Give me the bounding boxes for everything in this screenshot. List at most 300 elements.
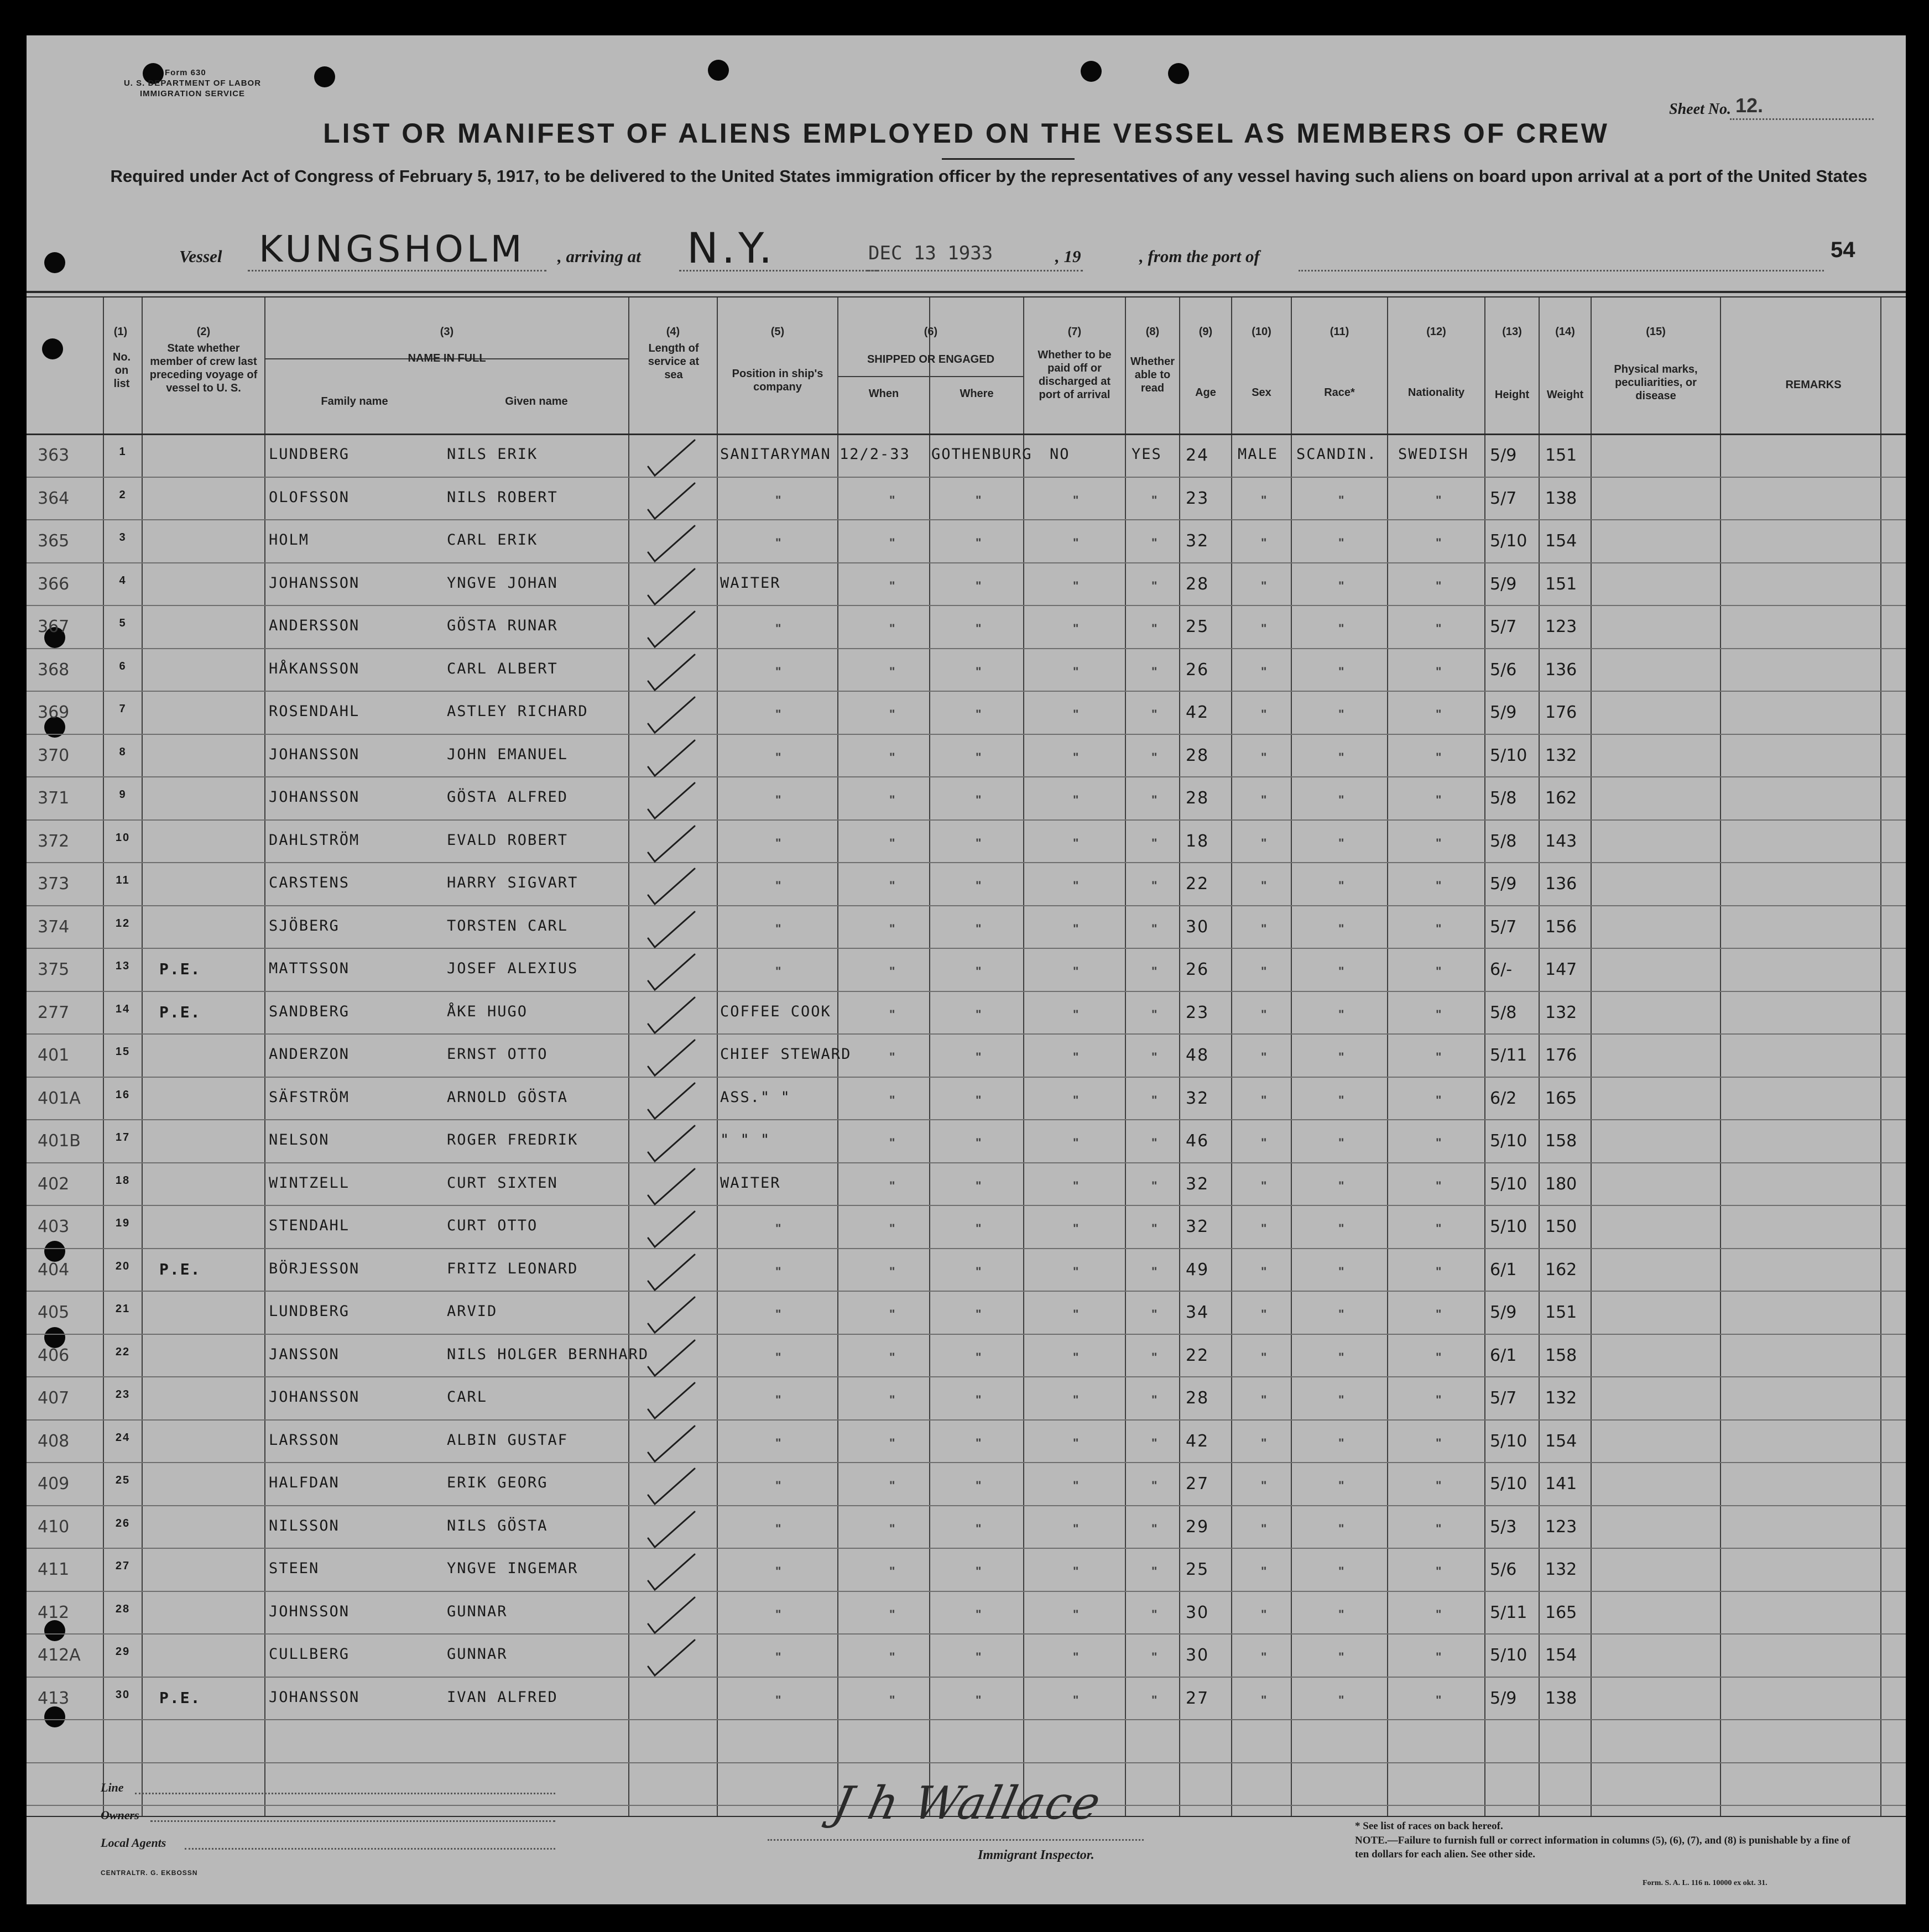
sex: " xyxy=(1261,1221,1267,1235)
paid-off: " xyxy=(1073,1007,1079,1021)
form-code: Form. S. A. L. 116 n. 10000 ex okt. 31. xyxy=(1643,1879,1768,1887)
remarks-header: REMARKS xyxy=(1785,379,1842,391)
row-rule xyxy=(27,1334,1906,1335)
able-to-read: " xyxy=(1151,1693,1158,1707)
arrival-date-stamp: DEC 13 1933 xyxy=(868,242,993,264)
punch-hole xyxy=(1081,61,1102,82)
paid-off: NO xyxy=(1050,446,1070,463)
height: 5/10 xyxy=(1490,1431,1527,1451)
sex: " xyxy=(1261,578,1267,593)
row-id: 407 xyxy=(38,1388,70,1408)
list-number: 10 xyxy=(115,831,131,844)
row-rule xyxy=(27,477,1906,478)
position: " xyxy=(775,664,781,678)
paid-off: " xyxy=(1073,793,1079,807)
row-rule xyxy=(27,1462,1906,1463)
given-name: TORSTEN CARL xyxy=(447,917,569,934)
given-name: YNGVE JOHAN xyxy=(447,574,558,592)
weight: 132 xyxy=(1545,745,1577,765)
shipped-where: " xyxy=(976,1479,982,1492)
able-to-read: " xyxy=(1151,1093,1158,1107)
family-name: CULLBERG xyxy=(269,1646,350,1663)
check-mark-icon xyxy=(646,780,698,824)
check-mark-icon xyxy=(646,566,698,610)
shipped-when: " xyxy=(889,493,895,507)
height: 5/7 xyxy=(1490,1388,1517,1408)
row-rule xyxy=(27,519,1906,520)
previous-voyage: P.E. xyxy=(159,1260,201,1278)
nationality: " xyxy=(1436,793,1442,807)
able-to-read: " xyxy=(1151,578,1158,593)
row-rule xyxy=(27,605,1906,606)
row-rule xyxy=(27,819,1906,821)
height: 6/- xyxy=(1490,960,1513,979)
position: " xyxy=(775,879,781,892)
age: 27 xyxy=(1186,1688,1209,1708)
row-id: 368 xyxy=(38,660,70,680)
shipped-when: " xyxy=(889,1479,895,1492)
race: " xyxy=(1338,1307,1344,1321)
nationality: " xyxy=(1436,1435,1442,1450)
nationality: " xyxy=(1436,707,1442,721)
row-id: 370 xyxy=(38,745,70,765)
col3-num: (3) xyxy=(440,326,454,338)
given-name: GÖSTA ALFRED xyxy=(447,789,569,806)
height: 5/3 xyxy=(1490,1517,1517,1537)
check-mark-icon xyxy=(646,480,698,524)
arrival-port: N.Y. xyxy=(687,223,776,273)
able-to-read: " xyxy=(1151,1050,1158,1064)
weight: 141 xyxy=(1545,1474,1577,1494)
shipped-when: " xyxy=(889,622,895,635)
list-number: 30 xyxy=(115,1688,131,1701)
height: 5/8 xyxy=(1490,831,1517,851)
able-to-read: " xyxy=(1151,622,1158,635)
row-id: 401 xyxy=(38,1046,70,1065)
column-rule xyxy=(628,297,629,1816)
shipped-when: " xyxy=(889,1221,895,1235)
list-number: 24 xyxy=(115,1431,131,1444)
sex: " xyxy=(1261,1178,1267,1193)
race: " xyxy=(1338,1178,1344,1193)
given-name: ASTLEY RICHARD xyxy=(447,703,588,720)
previous-voyage: P.E. xyxy=(159,960,201,978)
row-id: 372 xyxy=(38,831,70,851)
header-sub-rule xyxy=(838,376,1023,377)
race: " xyxy=(1338,622,1344,635)
list-number: 18 xyxy=(115,1174,131,1187)
able-to-read: " xyxy=(1151,1221,1158,1235)
able-to-read: " xyxy=(1151,1479,1158,1492)
able-to-read: " xyxy=(1151,1564,1158,1578)
list-number: 27 xyxy=(115,1560,131,1572)
col4-header: Length of service at sea xyxy=(648,342,700,381)
paid-off: " xyxy=(1073,1564,1079,1578)
punch-hole xyxy=(1168,63,1189,84)
check-mark-icon xyxy=(646,651,698,696)
weight: 176 xyxy=(1545,703,1577,722)
paid-off: " xyxy=(1073,1650,1079,1664)
punch-hole xyxy=(44,252,65,273)
list-number: 11 xyxy=(116,874,130,886)
position: " xyxy=(775,1693,781,1707)
nationality: " xyxy=(1436,1093,1442,1107)
shipped-when: " xyxy=(889,836,895,850)
line-field xyxy=(135,1793,555,1794)
height: 5/9 xyxy=(1490,574,1517,594)
shipped-where: " xyxy=(976,1521,982,1536)
physical-marks-header: Physical marks, peculiarities, or disease xyxy=(1614,363,1698,402)
height: 5/10 xyxy=(1490,1217,1527,1236)
list-number: 6 xyxy=(119,660,127,672)
check-mark-icon xyxy=(646,951,698,995)
weight: 154 xyxy=(1545,531,1577,551)
age: 28 xyxy=(1186,1388,1209,1408)
weight: 123 xyxy=(1545,617,1577,636)
age: 42 xyxy=(1186,703,1209,722)
shipped-when: 12/2-33 xyxy=(840,446,910,463)
list-number: 21 xyxy=(115,1303,131,1315)
shipped-when: " xyxy=(889,879,895,892)
race: " xyxy=(1338,664,1344,678)
position: " xyxy=(775,536,781,550)
column-rule xyxy=(717,297,718,1816)
column-rule xyxy=(1023,297,1024,1816)
paid-off: " xyxy=(1073,1479,1079,1492)
weight: 136 xyxy=(1545,874,1577,894)
height: 5/10 xyxy=(1490,531,1527,551)
weight: 158 xyxy=(1545,1345,1577,1365)
list-number: 22 xyxy=(115,1345,131,1358)
col2-header: State whether member of crew last preceding voyage of vessel to U. S. xyxy=(149,342,258,394)
shipped-when: " xyxy=(889,1136,895,1150)
family-name: NELSON xyxy=(269,1131,330,1148)
race-header: Race* xyxy=(1324,387,1355,399)
check-mark-icon xyxy=(646,1080,698,1124)
family-name: BÖRJESSON xyxy=(269,1260,360,1277)
year-label: , 19 xyxy=(1055,247,1081,266)
paid-off: " xyxy=(1073,622,1079,635)
check-mark-icon xyxy=(646,1551,698,1595)
paid-off: " xyxy=(1073,750,1079,764)
weight: 151 xyxy=(1545,574,1577,594)
row-rule xyxy=(27,1505,1906,1506)
height: 5/9 xyxy=(1490,1303,1517,1322)
height: 6/2 xyxy=(1490,1088,1517,1108)
weight: 151 xyxy=(1545,446,1577,465)
age: 32 xyxy=(1186,1174,1209,1194)
row-id: 363 xyxy=(38,446,70,465)
sex: " xyxy=(1261,879,1267,892)
given-name: CARL ERIK xyxy=(447,531,538,549)
family-name: LUNDBERG xyxy=(269,1303,350,1320)
shipped-when: " xyxy=(889,1350,895,1364)
form-number: Form 630 xyxy=(165,68,206,77)
given-name-header: Given name xyxy=(505,395,568,408)
inspector-label: Immigrant Inspector. xyxy=(978,1848,1094,1862)
shipped-where: " xyxy=(976,921,982,936)
row-rule xyxy=(27,1205,1906,1206)
inspector-signature: J h Wallace xyxy=(828,1777,1106,1830)
check-mark-icon xyxy=(646,608,698,652)
age: 26 xyxy=(1186,660,1209,680)
position: " xyxy=(775,964,781,978)
sex: " xyxy=(1261,1564,1267,1578)
column-rule xyxy=(1484,297,1485,1816)
able-to-read: " xyxy=(1151,879,1158,892)
sex: " xyxy=(1261,836,1267,850)
row-id: 401B xyxy=(38,1131,81,1151)
weight: 162 xyxy=(1545,1260,1577,1280)
able-to-read: " xyxy=(1151,1521,1158,1536)
weight: 147 xyxy=(1545,960,1577,979)
position: " xyxy=(775,836,781,850)
height-header: Height xyxy=(1494,389,1530,401)
printer-imprint: CENTRALTR. G. EKBOSSN xyxy=(101,1869,198,1877)
able-to-read: " xyxy=(1151,836,1158,850)
list-number: 2 xyxy=(119,488,127,501)
nationality: " xyxy=(1436,1607,1442,1621)
row-id: 408 xyxy=(38,1431,70,1451)
race: " xyxy=(1338,1521,1344,1536)
paid-off: " xyxy=(1073,1221,1079,1235)
paid-off: " xyxy=(1073,836,1079,850)
position: " xyxy=(775,1564,781,1578)
weight: 154 xyxy=(1545,1646,1577,1665)
row-id: 369 xyxy=(38,703,70,722)
shipped-where: " xyxy=(976,1007,982,1021)
column-rule xyxy=(1387,297,1388,1816)
row-id: 410 xyxy=(38,1517,70,1537)
given-name: CARL ALBERT xyxy=(447,660,558,677)
age: 28 xyxy=(1186,745,1209,765)
weight: 162 xyxy=(1545,789,1577,808)
age: 22 xyxy=(1186,1345,1209,1365)
shipped-when: " xyxy=(889,707,895,721)
shipped-when: " xyxy=(889,793,895,807)
row-rule xyxy=(27,1719,1906,1720)
paid-off: " xyxy=(1073,536,1079,550)
row-id: 367 xyxy=(38,617,70,636)
col5-header: Position in ship's company xyxy=(732,368,823,393)
nationality: " xyxy=(1436,1136,1442,1150)
family-name: STEEN xyxy=(269,1560,320,1577)
position: " xyxy=(775,1521,781,1536)
arriving-label: , arriving at xyxy=(557,247,641,266)
position: " xyxy=(775,793,781,807)
age: 24 xyxy=(1186,446,1209,465)
position: " xyxy=(775,1221,781,1235)
row-rule xyxy=(27,991,1906,992)
punch-hole xyxy=(44,1706,65,1727)
race: " xyxy=(1338,1136,1344,1150)
table-top-rule xyxy=(27,291,1906,293)
sheet-number-label: Sheet No. xyxy=(1669,101,1731,118)
nationality: " xyxy=(1436,964,1442,978)
list-number: 29 xyxy=(115,1646,131,1658)
height: 5/9 xyxy=(1490,1688,1517,1708)
sex: " xyxy=(1261,1521,1267,1536)
family-name: LARSSON xyxy=(269,1431,340,1449)
weight: 165 xyxy=(1545,1088,1577,1108)
row-rule xyxy=(27,1419,1906,1421)
nationality: " xyxy=(1436,1350,1442,1364)
given-name: YNGVE INGEMAR xyxy=(447,1560,578,1577)
sex: " xyxy=(1261,1693,1267,1707)
nationality-header: Nationality xyxy=(1407,387,1465,399)
check-mark-icon xyxy=(646,823,698,867)
race-note: * See list of races on back hereof. xyxy=(1355,1820,1503,1832)
col7-header: Whether to be paid off or discharged at port of arrival xyxy=(1038,349,1112,401)
age: 18 xyxy=(1186,831,1209,851)
race: " xyxy=(1338,536,1344,550)
race: " xyxy=(1338,750,1344,764)
shipped-when: " xyxy=(889,1093,895,1107)
family-name: CARSTENS xyxy=(269,874,350,891)
shipped-when: " xyxy=(889,1435,895,1450)
local-agents-label: Local Agents xyxy=(101,1836,166,1850)
row-rule xyxy=(27,691,1906,692)
sex-header: Sex xyxy=(1252,387,1271,399)
shipped-where: " xyxy=(976,707,982,721)
check-mark-icon xyxy=(646,994,698,1038)
sex: " xyxy=(1261,493,1267,507)
column-rule xyxy=(1125,297,1126,1816)
shipped-where: " xyxy=(976,536,982,550)
title-underline xyxy=(942,158,1075,160)
age: 28 xyxy=(1186,574,1209,594)
age: 25 xyxy=(1186,1560,1209,1579)
col8-num: (8) xyxy=(1145,326,1160,338)
sex: " xyxy=(1261,1093,1267,1107)
shipped-where: " xyxy=(976,1607,982,1621)
age: 32 xyxy=(1186,531,1209,551)
shipped-where: " xyxy=(976,493,982,507)
family-name: ANDERZON xyxy=(269,1046,350,1063)
height: 5/7 xyxy=(1490,617,1517,636)
check-mark-icon xyxy=(646,908,698,953)
position: CHIEF STEWARD xyxy=(720,1046,852,1063)
shipped-where-header: Where xyxy=(960,388,994,400)
page-number: 54 xyxy=(1831,238,1855,262)
col14-num: (14) xyxy=(1555,326,1575,338)
weight-header: Weight xyxy=(1546,389,1584,401)
age: 27 xyxy=(1186,1474,1209,1494)
able-to-read: " xyxy=(1151,1607,1158,1621)
paid-off: " xyxy=(1073,1393,1079,1407)
nationality: " xyxy=(1436,836,1442,850)
punch-hole xyxy=(42,338,63,359)
col9-num: (9) xyxy=(1198,326,1213,338)
position: " xyxy=(775,1393,781,1407)
position: ASS." " xyxy=(720,1088,791,1106)
height: 5/7 xyxy=(1490,488,1517,508)
age: 49 xyxy=(1186,1260,1209,1280)
family-name: JANSSON xyxy=(269,1345,340,1363)
shipped-where: " xyxy=(976,622,982,635)
service-name: IMMIGRATION SERVICE xyxy=(139,89,246,98)
nationality: " xyxy=(1436,536,1442,550)
race: " xyxy=(1338,1693,1344,1707)
able-to-read: " xyxy=(1151,1007,1158,1021)
check-mark-icon xyxy=(646,1294,698,1338)
list-number: 17 xyxy=(115,1131,131,1143)
able-to-read: " xyxy=(1151,493,1158,507)
able-to-read: " xyxy=(1151,664,1158,678)
row-id: 375 xyxy=(38,960,70,979)
family-name: DAHLSTRÖM xyxy=(269,831,360,849)
able-to-read: YES xyxy=(1132,446,1162,463)
given-name: JOHN EMANUEL xyxy=(447,745,569,763)
family-name: HÅKANSSON xyxy=(269,660,360,677)
age: 42 xyxy=(1186,1431,1209,1451)
race: " xyxy=(1338,1050,1344,1064)
given-name: ALBIN GUSTAF xyxy=(447,1431,569,1449)
vessel-name: KUNGSHOLM xyxy=(259,228,525,270)
position: WAITER xyxy=(720,1174,781,1192)
height: 6/1 xyxy=(1490,1345,1517,1365)
row-rule xyxy=(27,776,1906,777)
paid-off: " xyxy=(1073,707,1079,721)
list-number: 25 xyxy=(115,1474,131,1486)
age: 32 xyxy=(1186,1088,1209,1108)
sex: " xyxy=(1261,793,1267,807)
shipped-when: " xyxy=(889,1650,895,1664)
row-rule xyxy=(27,1077,1906,1078)
height: 5/10 xyxy=(1490,1646,1527,1665)
row-id: 404 xyxy=(38,1260,70,1280)
shipped-where: " xyxy=(976,1435,982,1450)
race: " xyxy=(1338,1435,1344,1450)
height: 5/11 xyxy=(1490,1602,1527,1622)
table-top-rule-2 xyxy=(27,296,1906,297)
sheet-number-value: 12. xyxy=(1735,94,1764,117)
shipped-when: " xyxy=(889,1178,895,1193)
shipped-where: " xyxy=(976,793,982,807)
family-name: JOHANSSON xyxy=(269,1388,360,1406)
row-id: 411 xyxy=(38,1560,70,1579)
age: 30 xyxy=(1186,1602,1209,1622)
check-mark-icon xyxy=(646,694,698,738)
shipped-where: " xyxy=(976,1393,982,1407)
given-name: ARVID xyxy=(447,1303,498,1320)
nationality: " xyxy=(1436,1007,1442,1021)
list-number: 23 xyxy=(115,1388,131,1401)
family-name: JOHNSSON xyxy=(269,1602,350,1620)
family-name: STENDAHL xyxy=(269,1217,350,1234)
weight: 138 xyxy=(1545,488,1577,508)
position: " " " xyxy=(720,1131,771,1148)
paid-off: " xyxy=(1073,1307,1079,1321)
sex: " xyxy=(1261,1393,1267,1407)
paid-off: " xyxy=(1073,1264,1079,1278)
position: COFFEE COOK xyxy=(720,1002,831,1020)
paid-off: " xyxy=(1073,879,1079,892)
check-mark-icon xyxy=(646,1508,698,1553)
sex: " xyxy=(1261,1264,1267,1278)
row-rule xyxy=(27,1762,1906,1763)
sex: " xyxy=(1261,1607,1267,1621)
vessel-label: Vessel xyxy=(179,247,222,266)
height: 5/11 xyxy=(1490,1046,1527,1065)
able-to-read: " xyxy=(1151,1264,1158,1278)
sex: " xyxy=(1261,1650,1267,1664)
given-name: JOSEF ALEXIUS xyxy=(447,960,578,977)
col5-num: (5) xyxy=(770,326,785,338)
race: " xyxy=(1338,1221,1344,1235)
weight: 176 xyxy=(1545,1046,1577,1065)
race: " xyxy=(1338,1650,1344,1664)
